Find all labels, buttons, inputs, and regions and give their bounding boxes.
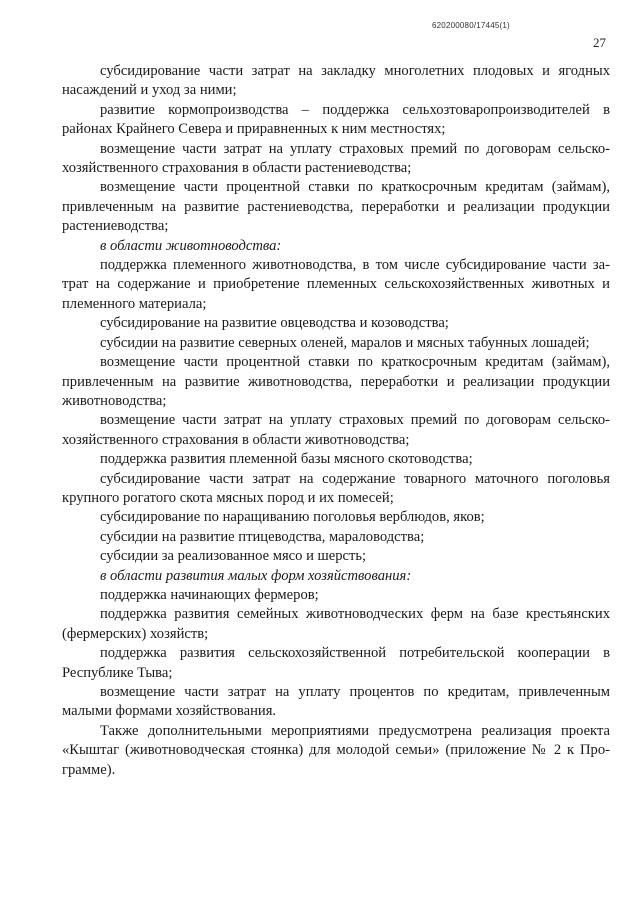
paragraph: субсидирование на развитие овцеводства и козоводства; — [100, 315, 449, 332]
paragraph: возмещение части процентной ставки по краткосрочным кредитам (займам), привлеченным на развитие животноводства, переработки и реализации продукции животноводства; — [62, 354, 610, 409]
paragraph: возмещение части процентной ставки по краткосрочным кредитам (займам), привлеченным на развитие растениеводства, переработки и реализации продукции растениеводства; — [62, 179, 610, 235]
page-number: 27 — [593, 35, 606, 50]
paragraph: поддержка развития семейных животноводческих ферм на базе крестьянских (фермерских) хозяйств; — [62, 606, 610, 642]
document-id: 620200080/17445(1) — [432, 21, 510, 30]
paragraph: субсидии на развитие северных оленей, маралов и мясных табунных лошадей; — [100, 334, 590, 351]
paragraph: поддержка племенного животноводства, в том числе субсидирование части за-трат на содержание и приобретение племенных сельскохозяйственных животных и племенного материала; — [62, 257, 610, 312]
section-heading-livestock: в области животноводства: — [100, 237, 282, 254]
paragraph: субсидирование по наращиванию поголовья верблюдов, яков; — [100, 509, 485, 526]
paragraph: возмещение части затрат на уплату страховых премий по договорам сельско-хозяйственного страхования в области животноводства; — [62, 412, 610, 448]
paragraph: субсидирование части затрат на закладку многолетних плодовых и ягодных насаждений и уход за ними; — [62, 63, 610, 99]
paragraph: поддержка начинающих фермеров; — [100, 586, 319, 603]
paragraph: поддержка развития племенной базы мясного скотоводства; — [100, 451, 473, 468]
section-heading-small-farms: в области развития малых форм хозяйствования: — [100, 567, 412, 584]
paragraph: поддержка развития сельскохозяйственной потребительской кооперации в Республике Тыва; — [62, 645, 610, 681]
paragraph: возмещение части затрат на уплату процентов по кредитам, привлеченным малыми формами хозяйствования. — [62, 684, 610, 720]
paragraph: субсидии на развитие птицеводства, мараловодства; — [100, 528, 425, 545]
paragraph: субсидирование части затрат на содержание товарного маточного поголовья крупного рогатого скота мясных пород и их помесей; — [62, 470, 610, 506]
paragraph: Также дополнительными мероприятиями предусмотрена реализация проекта «Кыштаг (животноводческая стоянка) для молодой семьи» (приложение № 2 к Про-грамме). — [62, 722, 610, 778]
paragraph: возмещение части затрат на уплату страховых премий по договорам сельско-хозяйственного страхования в области растениеводства; — [62, 140, 610, 177]
paragraph: субсидии за реализованное мясо и шерсть; — [100, 548, 367, 565]
paragraph: развитие кормопроизводства – поддержка сельхозтоваропроизводителей в районах Крайнего Севера и приравненных к ним местностях; — [62, 101, 610, 138]
document-body — [62, 62, 610, 780]
